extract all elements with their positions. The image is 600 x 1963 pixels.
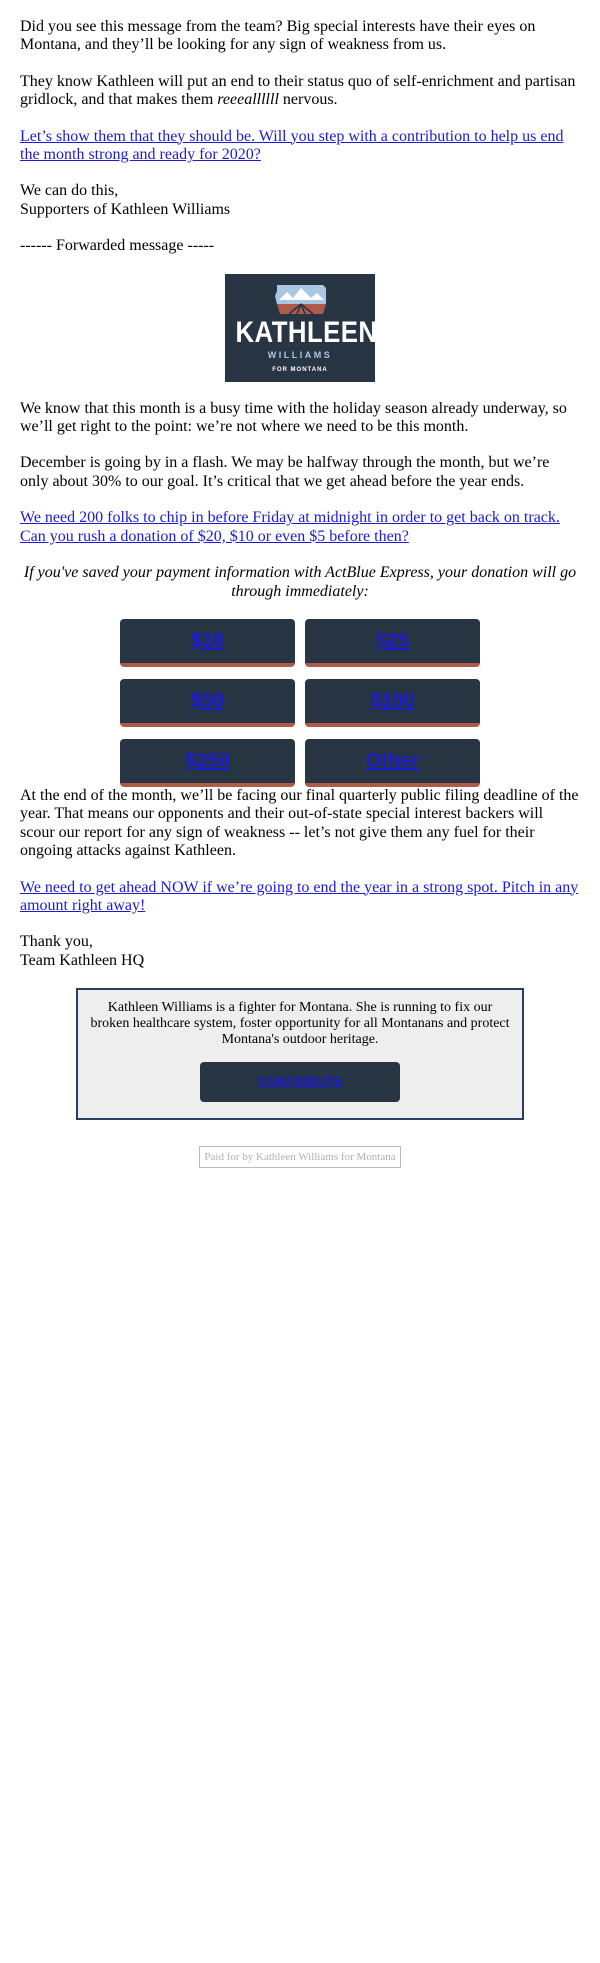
nervous-paragraph-start: They know Kathleen will put an end to their status quo of self-enrichment and partisan gridlock, and that makes them — [20, 72, 576, 109]
signoff-1 — [20, 182, 580, 219]
logo-name: KATHLEEN — [235, 315, 378, 349]
signoff-2-line-2: Team Kathleen HQ — [20, 951, 145, 969]
nervous-paragraph-end: nervous. — [278, 91, 338, 109]
kathleen-williams-logo — [225, 274, 378, 382]
footer-box — [76, 988, 524, 1120]
contribute-link-3[interactable]: We need to get ahead NOW if we’re going to end the year in a strong spot. Pitch in any amount right away! — [20, 878, 579, 914]
cta-paragraph-3 — [20, 879, 580, 916]
footer-blurb: Kathleen Williams is a fighter for Montana. She is running to fix our broken healthcare system, foster opportunity for all Montanans and protect Montana's outdoor heritage. — [90, 1000, 510, 1048]
paid-for-disclaimer: Paid for by Kathleen Williams for Montana — [199, 1146, 400, 1168]
donate-10-button[interactable]: $10 — [120, 619, 295, 667]
busy-season-paragraph: We know that this month is a busy time with the holiday season already underway, so we’ll get right to the point: we’re not where we need to be this month. — [20, 399, 567, 436]
signoff-1-line-1: We can do this, — [20, 182, 119, 200]
donate-100-button[interactable]: $100 — [305, 679, 480, 727]
contribute-link-1[interactable]: Let’s show them that they should be. Will you step with a contribution to help us end the month strong and ready for 2020? — [20, 127, 564, 164]
donate-50-button[interactable]: $50 — [120, 679, 295, 727]
december-paragraph: December is going by in a flash. We may be halfway through the month, but we’re only about 30% to our goal. It’s critical that we get ahead before the year ends. — [20, 454, 550, 490]
donation-amount-grid — [120, 619, 480, 787]
logo-tagline: FOR MONTANA — [272, 366, 328, 373]
logo-surname: WILLIAMS — [267, 349, 333, 360]
filing-deadline-paragraph: At the end of the month, we’ll be facing our final quarterly public filing deadline of the year. That means our opponents and their out-of-state special interest backers will scour our report for any sign of weakness -- let’s not give them any fuel for their ongoing attacks against Kathleen. — [20, 786, 579, 860]
forwarded-message-header: ------ Forwarded message ----- — [20, 237, 215, 255]
cta-paragraph-2 — [20, 509, 580, 546]
contribute-link-2[interactable]: We need 200 folks to chip in before Friday at midnight in order to get back on track. Can you rush a donation of $20, $10 or even $5 before then? — [20, 509, 560, 545]
donate-250-button[interactable]: $250 — [120, 739, 295, 787]
nervous-paragraph — [20, 73, 580, 110]
signoff-2 — [20, 933, 580, 970]
cta-paragraph-1 — [20, 128, 580, 165]
emphasis-word: reeeallllll — [217, 91, 279, 109]
actblue-note: If you've saved your payment information with ActBlue Express, your donation will go through immediately: — [23, 564, 577, 600]
paid-for-container — [20, 1146, 580, 1168]
intro-paragraph: Did you see this message from the team? Big special interests have their eyes on Montana, and they’ll be looking for any sign of weakness from us. — [20, 18, 536, 54]
signoff-1-line-2: Supporters of Kathleen Williams — [20, 200, 231, 218]
logo-container — [20, 274, 580, 382]
contribute-button[interactable]: CONTRIBUTE — [200, 1062, 400, 1102]
donate-25-button[interactable]: $25 — [305, 619, 480, 667]
donate-other-button[interactable]: Other — [305, 739, 480, 787]
signoff-2-line-1: Thank you, — [20, 933, 93, 951]
